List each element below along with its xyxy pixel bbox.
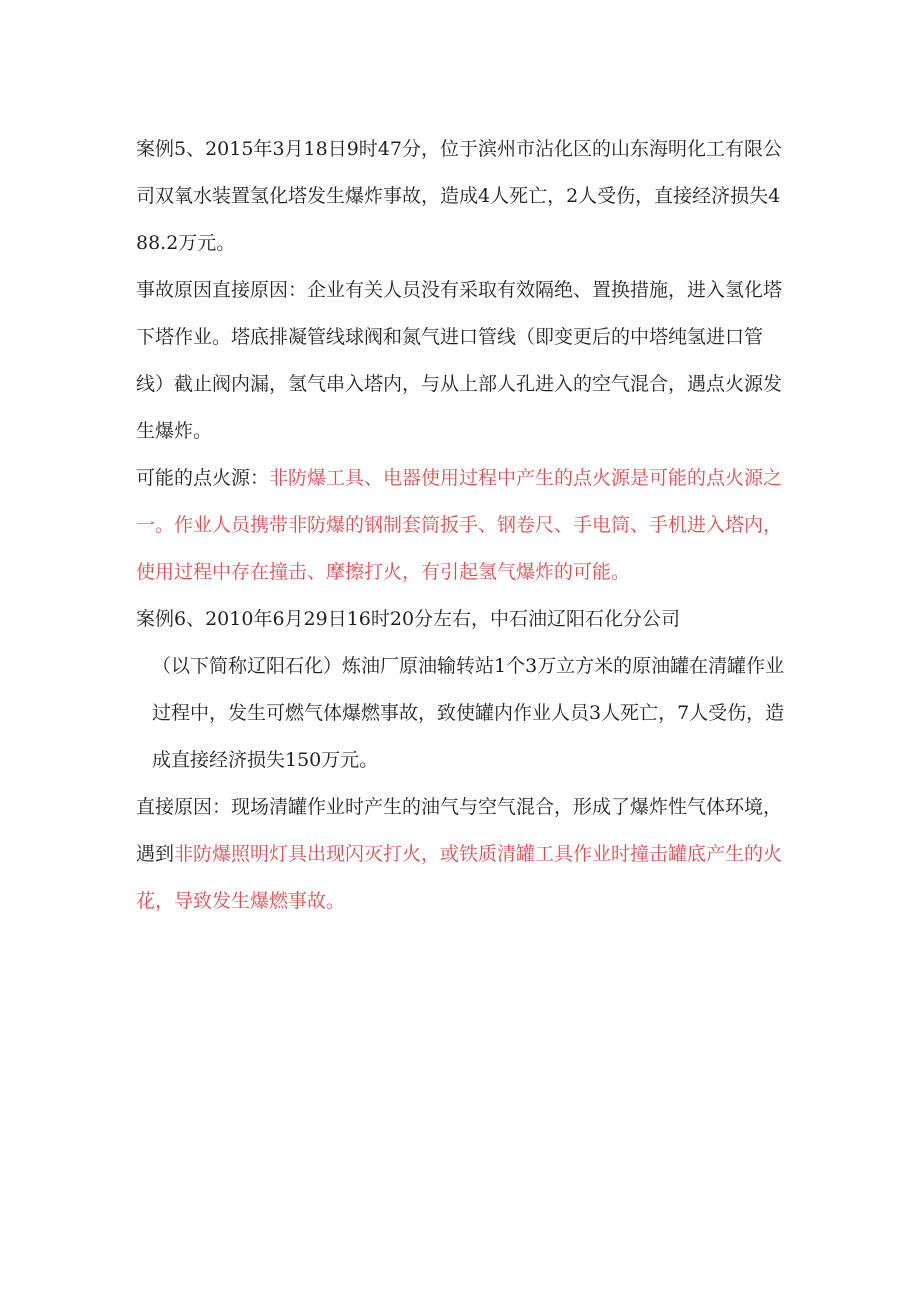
case6-cause-label: 直接原因： [136,796,232,818]
case6-paragraph: （以下简称辽阳石化）炼油厂原油输转站1个3万立方米的原油罐在清罐作业过程中，发生可燃气体爆燃事故，致使罐内作业人员3人死亡，7人受伤，造成直接经济损失150万元。 [152,655,785,771]
case5-ignition-paragraph [136,455,788,596]
case5-cause-paragraph: 事故原因直接原因：企业有关人员没有采取有效隔绝、置换措施，进入氢化塔下塔作业。塔底排凝管线球阀和氮气进口管线（即变更后的中塔纯氢进口管线）截止阀内漏，氢气串入塔内，与从上部人孔进入的空气混合，遇点火源发生爆炸。 [136,279,783,442]
case6-cause-highlight-text: 非防爆照明灯具出现闪灭打火，或铁质清罐工具作业时撞击罐底产生的火花，导致发生爆燃事故。 [136,843,783,912]
ignition-label: 可能的点火源： [136,467,270,489]
case5-paragraph: 案例5、2015年3月18日9时47分，位于滨州市沾化区的山东海明化工有限公司双氧水装置氢化塔发生爆炸事故，造成4人死亡，2人受伤，直接经济损失488.2万元。 [136,138,782,254]
ignition-highlight-text: 非防爆工具、电器使用过程中产生的点火源是可能的点火源之一。作业人员携带非防爆的钢制套筒扳手、钢卷尺、手电筒、手机进入塔内，使用过程中存在撞击、摩擦打火，有引起氢气爆炸的可能。 [136,467,783,583]
case6-heading-line: 案例6、2010年6月29日16时20分左右，中石油辽阳石化分公司 [136,608,681,630]
document-page [136,126,788,925]
case6-cause-paragraph [136,784,788,925]
case6-cause-plain-text: 现场清罐作业时产生的油气与空气混合，形成了爆炸性气体环境，遇到 [136,796,783,865]
